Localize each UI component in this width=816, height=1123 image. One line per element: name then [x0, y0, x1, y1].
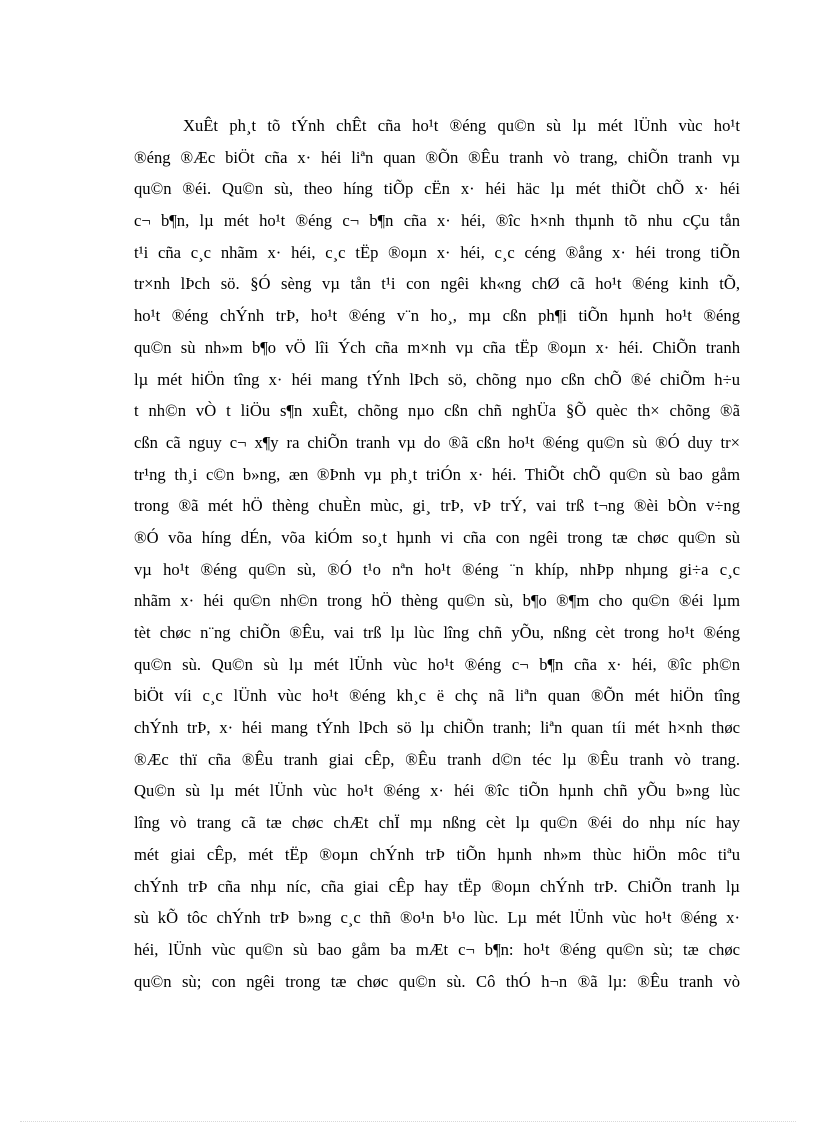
text-line: sù kÕ tôc chÝnh trÞ b»ng c¸c thñ ®o¹n b¹o lùc. Lµ mét lÜnh vùc ho¹t ®éng x· [134, 908, 740, 928]
text-line: héi, lÜnh vùc qu©n sù bao gåm ba mÆt c¬ b¶n: ho¹t ®éng qu©n sù; tæ chøc [134, 939, 740, 959]
text-line: lµ mét hiÖn tîng x· héi mang tÝnh lÞch sö, chõng nµo cßn chÕ ®é chiÕm h÷u [134, 369, 740, 389]
text-line: ®éng ®Æc biÖt cña x· héi liªn quan ®Õn ®Êu tranh vò trang, chiÕn tranh vµ [134, 147, 740, 167]
text-line: tèt chøc n¨ng chiÕn ®Êu, vai trß lµ lùc lîng chñ yÕu, nßng cèt trong ho¹t ®éng [134, 623, 740, 642]
text-line: Qu©n sù lµ mét lÜnh vùc ho¹t ®éng x· héi ®îc tiÕn hµnh chñ yÕu b»ng lùc [134, 781, 740, 801]
text-line: tr¹ng th¸i c©n b»ng, æn ®Þnh vµ ph¸t triÓn x· héi. ThiÕt chÕ qu©n sù bao gåm [134, 464, 740, 484]
text-line: cßn cã nguy c¬ x¶y ra chiÕn tranh vµ do ®ã cßn ho¹t ®éng qu©n sù ®Ó duy tr× [134, 432, 740, 452]
body-paragraph [134, 110, 740, 997]
text-line: t nh©n vÒ t liÖu s¶n xuÊt, chõng nµo cßn chñ nghÜa §Õ quèc th× chõng ®ã [134, 401, 740, 421]
text-line: nhãm x· héi qu©n nh©n trong hÖ thèng qu©n sù, b¶o ®¶m cho qu©n ®éi lµm [134, 591, 740, 611]
text-line: tr×nh lÞch sö. §Ó sèng vµ tån t¹i con ngêi kh«ng chØ cã ho¹t ®éng kinh tÕ, [134, 274, 740, 294]
text-line: trong ®ã mét hÖ thèng chuÈn mùc, gi¸ trÞ, vÞ trÝ, vai trß t¬ng ®èi bÒn v÷ng [134, 496, 740, 516]
text-line: qu©n ®éi. Qu©n sù, theo híng tiÕp cËn x· héi häc lµ mét thiÕt chÕ x· héi [134, 179, 740, 199]
text-line: vµ ho¹t ®éng qu©n sù, ®Ó t¹o nªn ho¹t ®éng ¨n khíp, nhÞp nhµng gi÷a c¸c [134, 559, 740, 579]
text-line: ®Ó võa híng dÉn, võa kiÓm so¸t hµnh vi cña con ngêi trong tæ chøc qu©n sù [134, 527, 740, 547]
text-line: chÝnh trÞ, x· héi mang tÝnh lÞch sö lµ chiÕn tranh; liªn quan tíi mét h×nh thøc [134, 718, 740, 738]
text-line: qu©n sù; con ngêi trong tæ chøc qu©n sù. Cô thÓ h¬n ®ã lµ: ®Êu tranh vò [134, 971, 740, 991]
text-line: XuÊt ph¸t tõ tÝnh chÊt cña ho¹t ®éng qu©n sù lµ mét lÜnh vùc ho¹t [183, 116, 740, 135]
text-line: qu©n sù nh»m b¶o vÖ lîi Ých cña m×nh vµ cña tËp ®oµn x· héi. ChiÕn tranh [134, 337, 740, 357]
text-line: t¹i cña c¸c nhãm x· héi, c¸c tËp ®oµn x· héi, c¸c céng ®ång x· héi trong tiÕn [134, 242, 740, 262]
text-line: qu©n sù. Qu©n sù lµ mét lÜnh vùc ho¹t ®éng c¬ b¶n cña x· héi, ®îc ph©n [134, 654, 740, 674]
text-line: c¬ b¶n, lµ mét ho¹t ®éng c¬ b¶n cña x· héi, ®îc h×nh thµnh tõ nhu cÇu tån [134, 211, 740, 231]
text-line: ho¹t ®éng chÝnh trÞ, ho¹t ®éng v¨n ho¸, mµ cßn ph¶i tiÕn hµnh ho¹t ®éng [134, 306, 740, 326]
text-line: mét giai cÊp, mét tËp ®oµn chÝnh trÞ tiÕn hµnh nh»m thùc hiÖn môc tiªu [134, 844, 740, 864]
text-line: lîng vò trang cã tæ chøc chÆt chÏ mµ nßng cèt lµ qu©n ®éi do nhµ níc hay [134, 813, 740, 833]
page-bottom-divider [20, 1121, 796, 1122]
text-line: chÝnh trÞ cña nhµ níc, cña giai cÊp hay tËp ®oµn chÝnh trÞ. ChiÕn tranh lµ [134, 876, 740, 896]
text-line: biÖt víi c¸c lÜnh vùc ho¹t ®éng kh¸c ë chç nã liªn quan ®Õn mét hiÖn tîng [134, 686, 740, 706]
text-line: ®Æc thï cña ®Êu tranh giai cÊp, ®Êu tranh d©n téc lµ ®Êu tranh vò trang. [134, 749, 740, 769]
